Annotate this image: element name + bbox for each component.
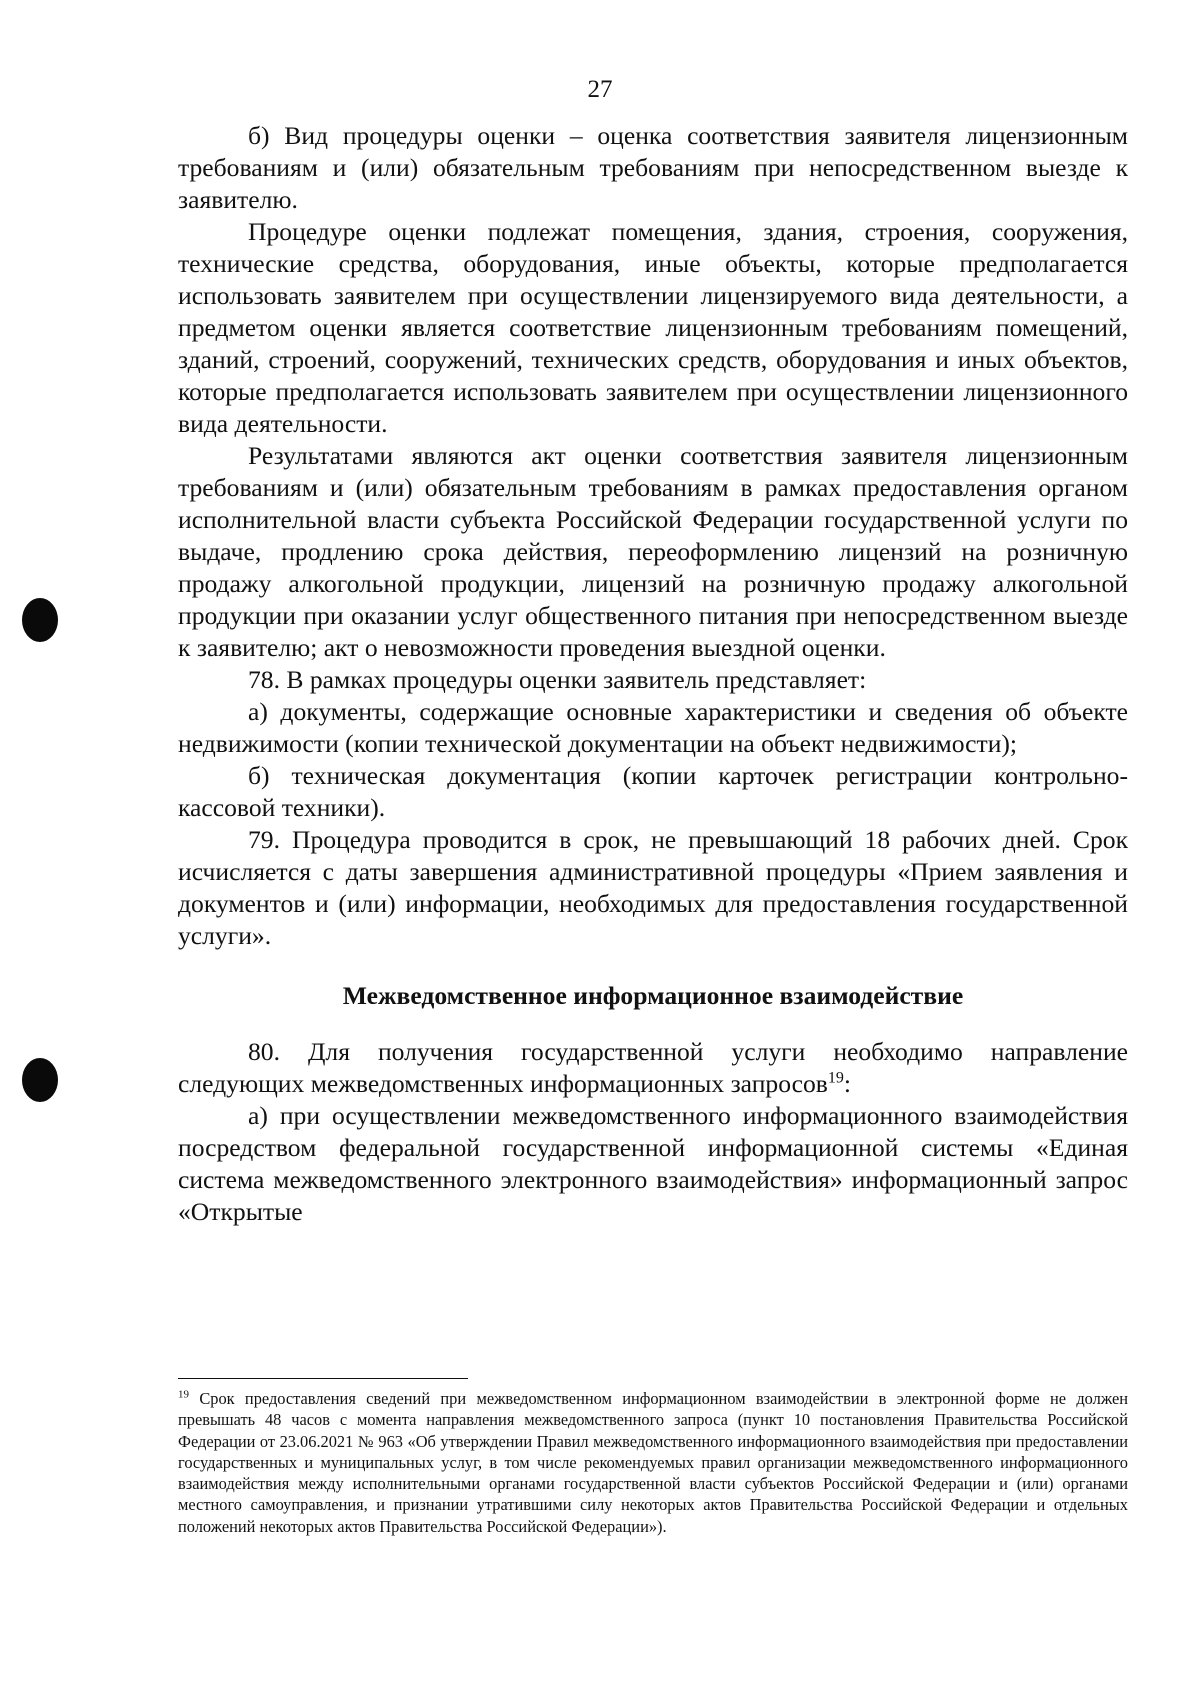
- paragraph-evaluation-results: Результатами являются акт оценки соответствия заявителя лицензионным требованиям и (или) обязательным требованиям в рамках предоставления органом исполнительной власти субъекта Российской Федерации государственной услуги по выдаче, продлению срока действия, переоформлению лицензий на розничную продажу алкогольной продукции, лицензий на розничную продажу алкогольной продукции при оказании услуг общественного питания при непосредственном выезде к заявителю; акт о невозможности проведения выездной оценки.: [178, 441, 1128, 662]
- punch-hole-mark: [22, 598, 58, 642]
- section-title: Межведомственное информационное взаимодействие: [342, 981, 964, 1010]
- paragraph-evaluation-subject: Процедуре оценки подлежат помещения, здания, строения, сооружения, технические средства, оборудования, иные объекты, которые предполагается использовать заявителем при осуществлении лицензируемого вида деятельности, а предметом оценки является соответствие лицензионным требованиям помещений, зданий, строений, сооружений, технических средств, оборудования и иных объектов, которые предполагается использовать заявителем при осуществлении лицензионного вида деятельности.: [178, 217, 1128, 438]
- paragraph-78-a: а) документы, содержащие основные характеристики и сведения об объекте недвижимости (копии технической документации на объект недвижимости);: [178, 697, 1128, 758]
- punch-hole-mark: [22, 1058, 58, 1102]
- paragraph-80-text: 80. Для получения государственной услуги необходимо направление следующих межведомственных информационных запросов: [178, 1037, 1128, 1098]
- paragraph-79: 79. Процедура проводится в срок, не превышающий 18 рабочих дней. Срок исчисляется с даты завершения административной процедуры «Прием заявления и документов и (или) информации, необходимых для предоставления государственной услуги».: [178, 825, 1128, 950]
- paragraph-80: [178, 1036, 1128, 1100]
- footnote-reference: 19: [827, 1069, 844, 1087]
- page-number: 27: [587, 76, 613, 103]
- paragraph-80-a: а) при осуществлении межведомственного информационного взаимодействия посредством федеральной государственной информационной системы «Единая система межведомственного электронного взаимодействия» информационный запрос «Открытые: [178, 1101, 1128, 1226]
- footnote-text: Срок предоставления сведений при межведомственном информационном взаимодействии в электронной форме не должен превышать 48 часов с момента направления межведомственного запроса (пункт 10 постановления Правительства Российской Федерации от 23.06.2021 № 963 «Об утверждении Правил межведомственного информационного взаимодействия при предоставлении государственных и муниципальных услуг, в том числе рекомендуемых правил организации межведомственного информационного взаимодействия между исполнительными органами государственной власти субъектов Российской Федерации и (или) органами местного самоуправления, и признании утратившими силу некоторых актов Правительства Российской Федерации и отдельных положений некоторых актов Правительства Российской Федерации»).: [178, 1389, 1128, 1536]
- paragraph-evaluation-type: б) Вид процедуры оценки – оценка соответствия заявителя лицензионным требованиям и (или) обязательным требованиям при непосредственном выезде к заявителю.: [178, 121, 1128, 214]
- footnote-marker: 19: [178, 1388, 189, 1401]
- paragraph-78: 78. В рамках процедуры оценки заявитель представляет:: [248, 665, 867, 694]
- paragraph-80-suffix: :: [843, 1069, 852, 1098]
- body-text: [178, 120, 1128, 1228]
- footnote-19: [178, 1388, 1128, 1537]
- footnote-separator: [178, 1378, 468, 1379]
- paragraph-78-b: б) техническая документация (копии карточек регистрации контрольно-кассовой техники).: [178, 761, 1128, 822]
